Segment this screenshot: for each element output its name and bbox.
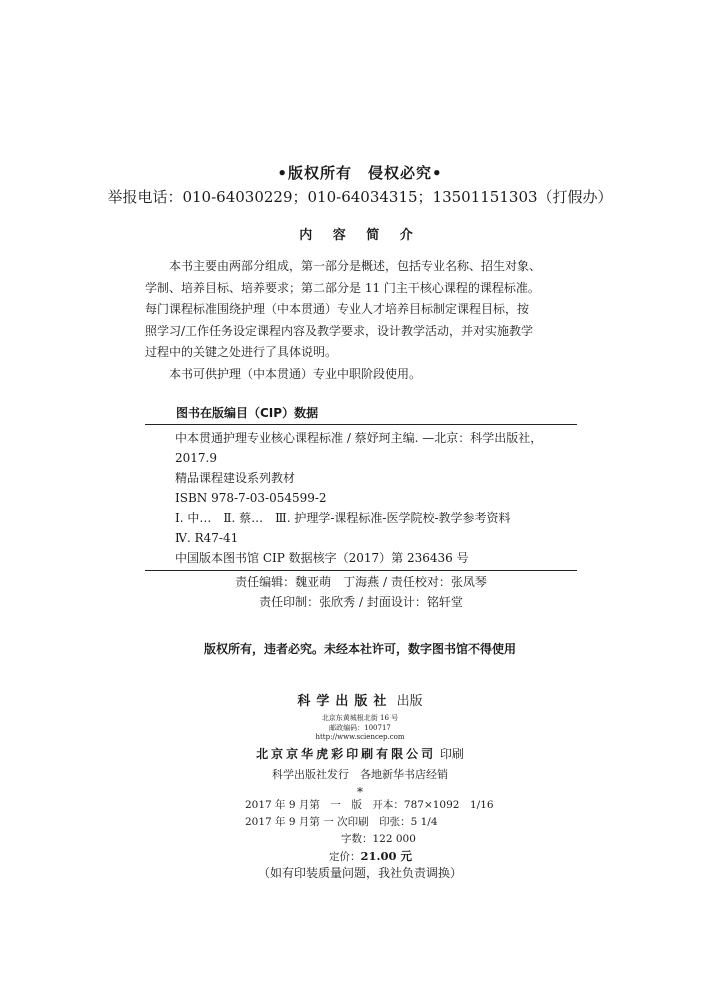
price-label: 定价：: [329, 851, 361, 863]
copyright-title: •版权所有 侵权必究•: [277, 164, 443, 182]
distribution-line: 科学出版社发行 各地新华书店经销: [272, 767, 448, 781]
publication-info: [245, 797, 494, 866]
publisher-suffix: 出版: [396, 694, 423, 709]
summary-line: 照学习/工作任务设定课程内容及教学要求，设计教学活动，并对实施教学: [145, 323, 534, 338]
publisher-name: 科学出版社: [297, 694, 393, 709]
price-value: 21.00 元: [360, 849, 413, 863]
summary-line: 本书可供护理（中本贯通）专业中职阶段使用。: [169, 366, 422, 381]
publisher-postcode: 邮政编码：100717: [329, 723, 391, 732]
summary-line: 每门课程标准围绕护理（中本贯通）专业人才培养目标制定课程目标，按: [145, 302, 530, 316]
cip-heading: 图书在版编目（CIP）数据: [176, 406, 319, 420]
publisher-row: [0, 695, 720, 708]
imprint-block: [0, 695, 720, 798]
editor-credits: [145, 572, 577, 612]
printer-name: 北京京华虎彩印刷有限公司: [256, 746, 437, 761]
publisher-address: 北京东黄城根北街 16 号: [321, 714, 399, 722]
report-hotline: 举报电话：010-64030229；010-64034315；13501151303（打假办）: [107, 188, 613, 206]
copyright-notice: 版权所有，违者必究。未经本社许可，数字图书馆不得使用: [203, 642, 516, 656]
printer-row: [0, 748, 720, 760]
printer-suffix: 印刷: [439, 746, 464, 761]
summary-body: [145, 256, 575, 385]
cip-line: Ⅳ. R47-41: [175, 531, 239, 545]
editor-credits-line: 责任编辑：魏亚萌 丁海燕 / 责任校对：张凤琴: [235, 575, 487, 589]
separator-star: *: [357, 784, 363, 799]
summary-line: 本书主要由两部分组成，第一部分是概述，包括专业名称、招生对象、: [169, 259, 542, 273]
summary-line: 过程中的关键之处进行了具体说明。: [145, 345, 338, 359]
summary-line: 学制、培养目标、培养要求；第二部分是 11 门主干核心课程的课程标准。: [145, 280, 540, 295]
footer-note: （如有印装质量问题，我社负责调换）: [257, 866, 462, 880]
printing-line: 2017 年 9 月第 一 次印刷 印张：5 1/4: [245, 816, 438, 828]
cip-line: Ⅰ. 中… Ⅱ. 蔡… Ⅲ. 护理学-课程标准-医学院校-教学参考资料: [175, 511, 511, 525]
word-count: 字数：122 000: [341, 833, 416, 845]
summary-title: 内 容 简 介: [299, 228, 421, 243]
cip-line: ISBN 978-7-03-054599-2: [175, 491, 327, 505]
publisher-website: http://www.sciencep.com: [315, 733, 405, 741]
cip-line: 2017.9: [175, 451, 217, 465]
editor-credits-line: 责任印制：张欣秀 / 封面设计：铭轩堂: [259, 595, 463, 609]
cip-line: 中国版本图书馆 CIP 数据核字（2017）第 236436 号: [175, 551, 469, 565]
cip-line: 精品课程建设系列教材: [175, 471, 296, 485]
edition-line: 2017 年 9 月第 一 版 开本：787×1092 1/16: [245, 799, 494, 811]
cip-data-block: [145, 424, 577, 571]
cip-line: 中本贯通护理专业核心课程标准 / 蔡妤珂主编. —北京：科学出版社，: [175, 431, 543, 445]
